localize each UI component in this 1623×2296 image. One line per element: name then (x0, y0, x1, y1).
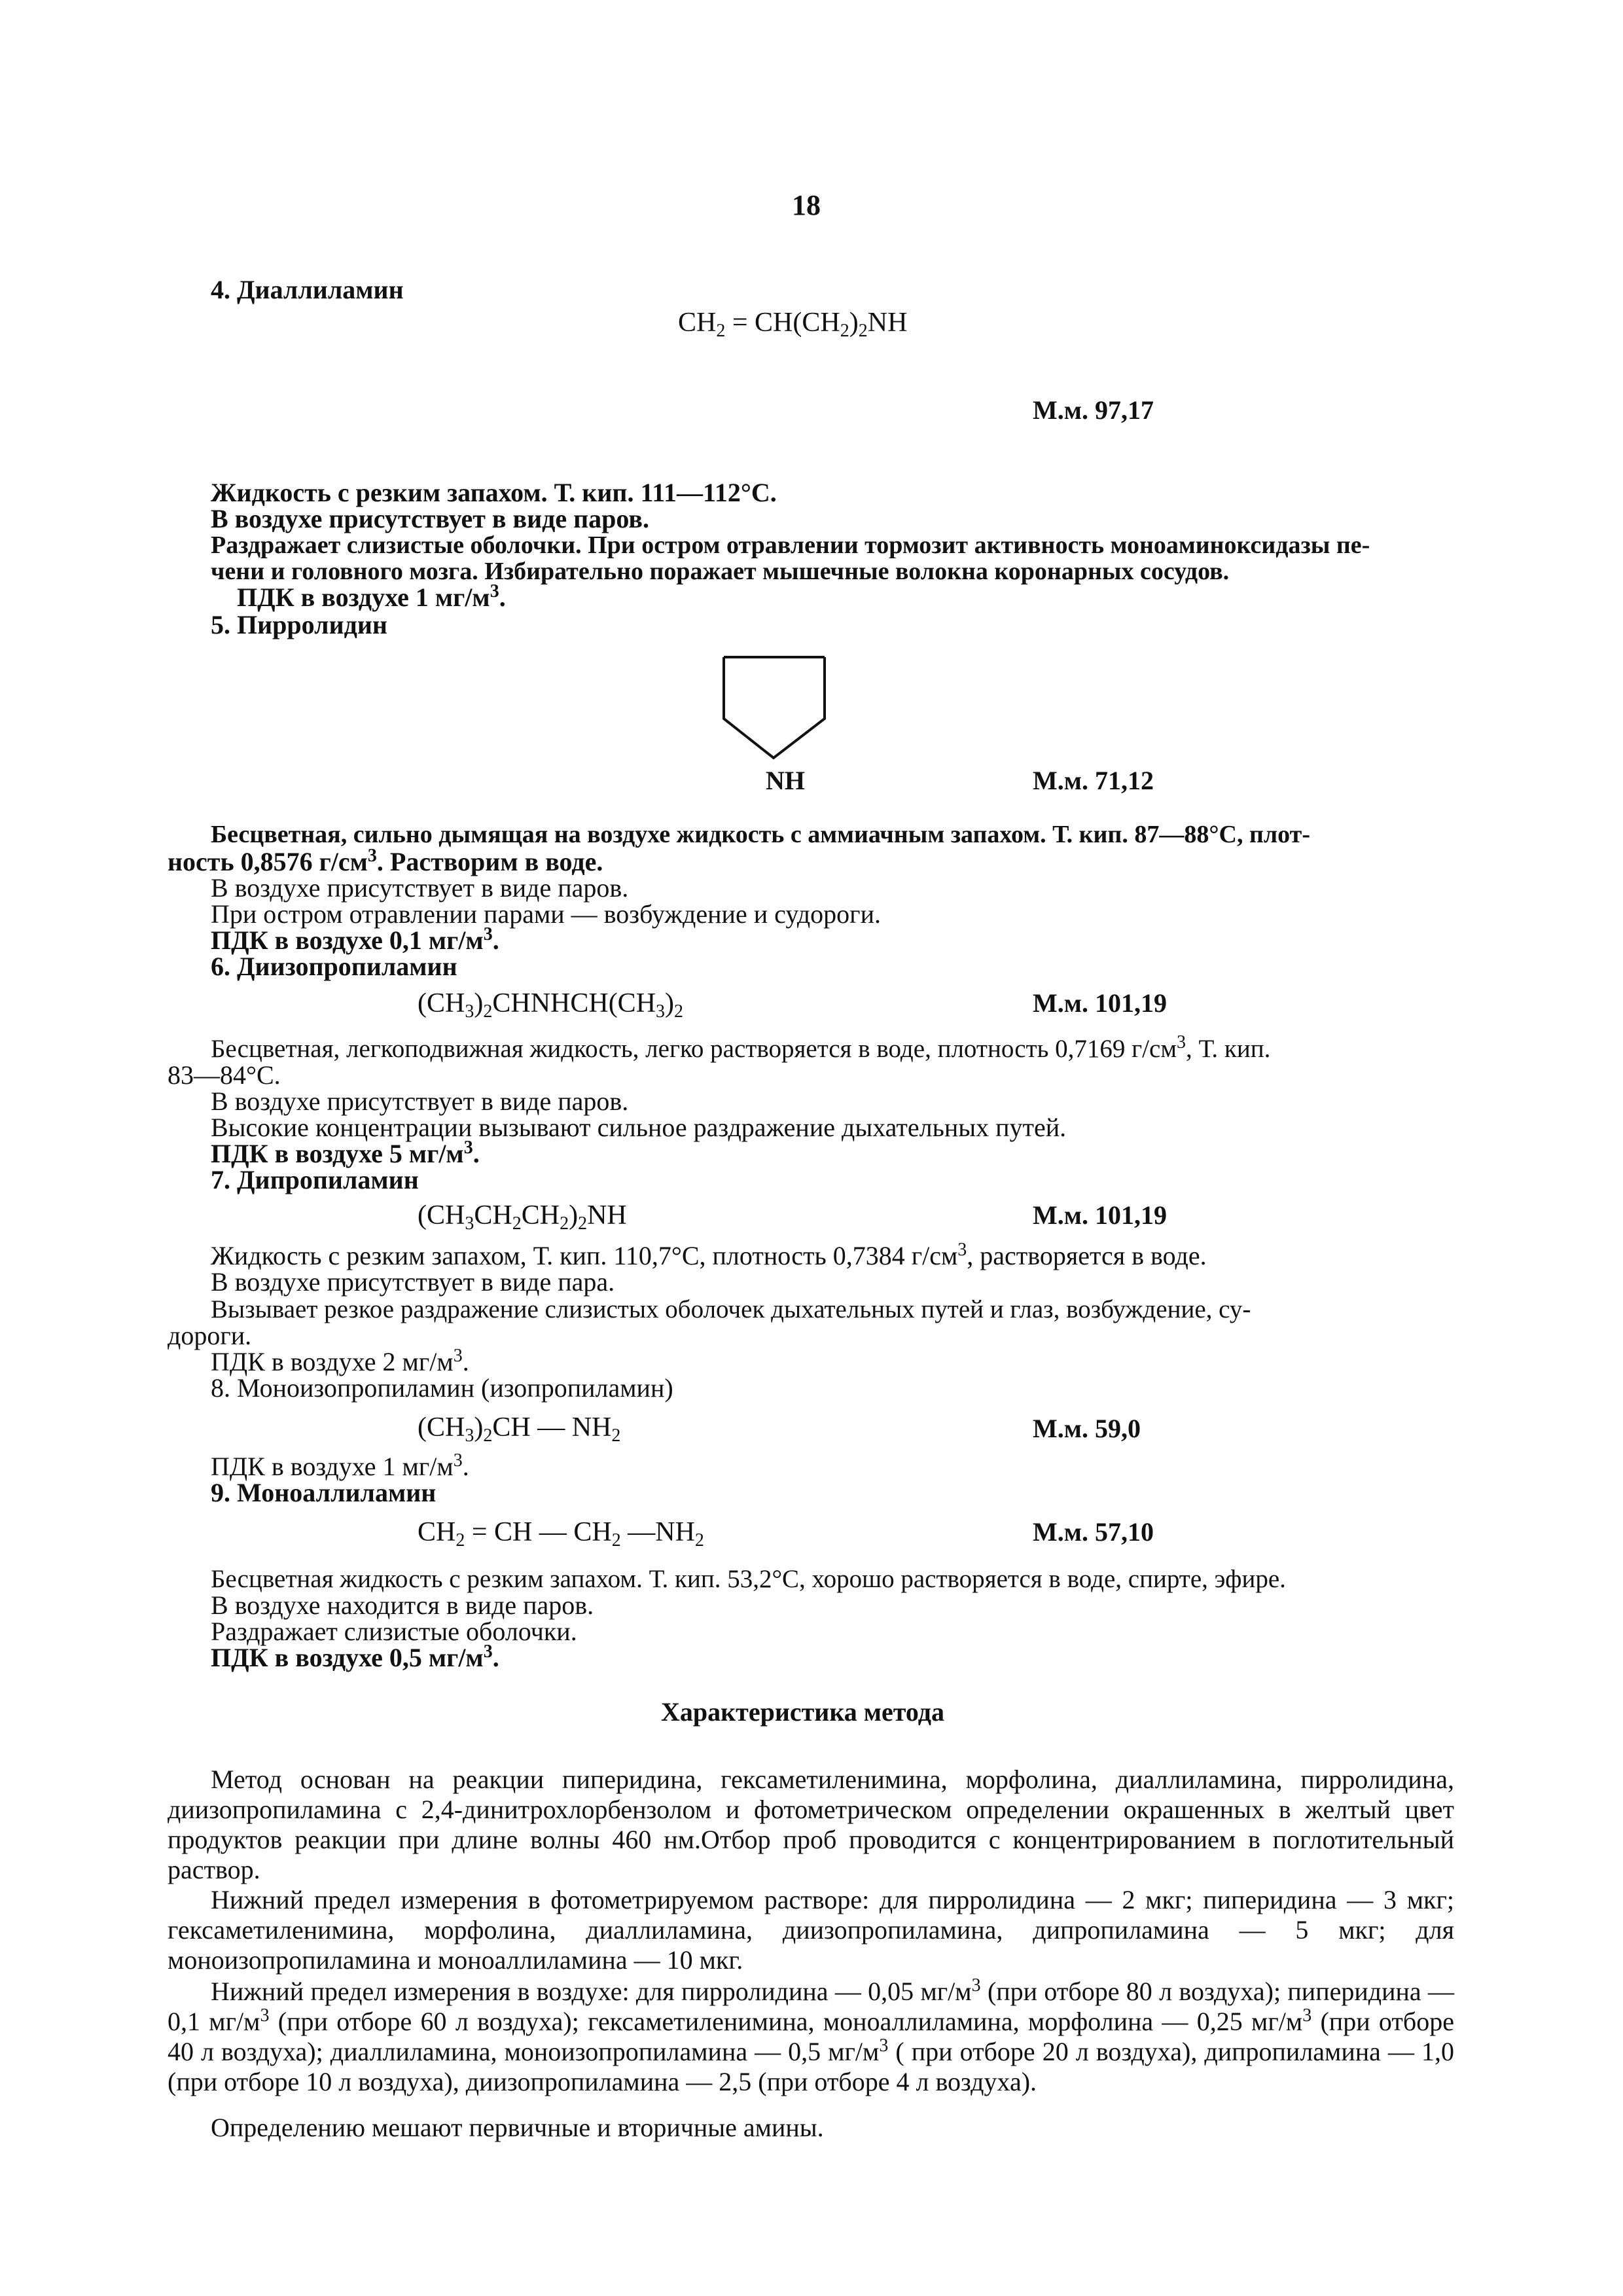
compound-7-formula: $(CH_3CH_2CH_2)_2NH$ (418, 1200, 627, 1234)
method-paragraph-4: Определению мешают первичные и вторичные амины. (211, 2113, 824, 2142)
compound-6-mm: М.м. 101,19 (1033, 988, 1167, 1018)
compound-5-line-3: В воздухе присутствует в виде паров. (211, 873, 629, 903)
compound-6-pdk: ПДК в воздухе 5 $мг/м^3$. (211, 1138, 480, 1168)
compound-6-line-4: Высокие концентрации вызывают сильное раздражение дыхательных путей. (211, 1113, 1067, 1142)
compound-5-mm: М.м. 71,12 (1033, 766, 1154, 795)
method-paragraph-3: Нижний предел измерения в воздухе: для пирролидина — 0,05 $мг/м^3$ (при отборе 80 л воздуха); пиперидина — 0,1 $мг/м^3$ (при отборе 60 л воздуха); гексаметиленимина, моноаллиламина, морфолина — 0,25 $мг/м^3$ (при отборе 40 л воздуха); диаллиламина, моноизопропиламина — 0,5 $мг/м^3$ ( при отборе 20 л воздуха), дипропиламина — 1,0 (при отборе 10 л воздуха), диизопропиламина — 2,5 (при отборе 4 л воздуха). (168, 1975, 1455, 2096)
compound-5-title: 5. Пирролидин (211, 610, 387, 639)
compound-4-title: 4. Диаллиламин (211, 275, 404, 304)
compound-6-title: 6. Диизопропиламин (211, 952, 457, 981)
compound-7-line-4: дороги. (168, 1321, 252, 1350)
compound-9-line-3: Раздражает слизистые оболочки. (211, 1617, 577, 1646)
compound-4-mm: М.м. 97,17 (1033, 395, 1154, 425)
compound-7-line-3: Вызывает резкое раздражение слизистых оболочек дыхательных путей и глаз, возбуждение, су- (211, 1295, 1251, 1323)
compound-6-line-1: Бесцветная, легкоподвижная жидкость, легко растворяется в воде, плотность 0,7169 $г/см^3$, Т. кип. (211, 1032, 1271, 1063)
page-number: 18 (792, 189, 821, 221)
compound-5-line-2: ность 0,8576 $г/см^3$. Растворим в воде. (168, 846, 603, 876)
compound-9-mm: М.м. 57,10 (1033, 1517, 1154, 1547)
method-paragraph-2: Нижний предел измерения в фотометрируемом растворе: для пирролидина — 2 мкг; пиперидина — 3 мкг; гексаметиленимина, морфолина, диаллиламина, диизопропиламина, дипропиламина — 5 мкг; для моноизопропиламина и моноаллиламина — 10 мкг. (168, 1885, 1454, 1975)
compound-4-line-2: В воздухе присутствует в виде паров. (211, 504, 649, 533)
compound-4-line-3: Раздражает слизистые оболочки. При остром отравлении тормозит активность моноаминоксидазы пе- (211, 531, 1370, 559)
compound-6-line-3: В воздухе присутствует в виде паров. (211, 1086, 629, 1116)
method-section-title: Характеристика метода (661, 1697, 944, 1727)
pyrrolidine-ring-diagram (722, 648, 827, 766)
compound-5-line-4: При остром отравлении парами — возбуждение и судороги. (211, 899, 881, 929)
compound-9-line-2: В воздухе находится в виде паров. (211, 1590, 594, 1620)
compound-5-line-1: Бесцветная, сильно дымящая на воздухе жидкость с аммиачным запахом. Т. кип. 87—88°С, плот- (211, 821, 1310, 848)
compound-6-line-2: 83—84°С. (168, 1060, 281, 1090)
compound-8-title: 8. Моноизопропиламин (изопропиламин) (211, 1373, 673, 1403)
compound-9-line-1: Бесцветная жидкость с резким запахом. Т. кип. 53,2°С, хорошо растворяется в воде, спирте, эфире. (211, 1565, 1286, 1593)
compound-4-formula: $CH_2 = CH(CH_2)_2NH$ (678, 308, 908, 341)
compound-8-formula: $(CH_3)_2CH$ — $NH_2$ (418, 1412, 621, 1446)
compound-5-pdk: ПДК в воздухе 0,1 $мг/м^3$. (211, 924, 499, 955)
compound-9-title: 9. Моноаллиламин (211, 1478, 437, 1507)
compound-8-pdk: ПДК в воздухе 1 $мг/м^3$. (211, 1450, 469, 1481)
compound-7-mm: М.м. 101,19 (1033, 1200, 1167, 1230)
method-paragraph-1: Метод основан на реакции пиперидина, гексаметиленимина, морфолина, диаллиламина, пирролидина, диизопропиламина с 2,4-динитрохлорбензолом и фотометрическом определении окрашенных в желтый цвет продуктов реакции при длине волны 460 нм.Отбор проб проводится с концентрированием в поглотительный раствор. (168, 1765, 1454, 1884)
compound-4-line-4: чени и головного мозга. Избирательно поражает мышечные волокна коронарных сосудов. (211, 558, 1230, 585)
compound-7-line-1: Жидкость с резким запахом, Т. кип. 110,7°С, плотность 0,7384 $г/см^3$, растворяется в воде. (211, 1240, 1207, 1270)
compound-4-pdk: ПДК в воздухе 1 $мг/м^3$. (237, 581, 506, 612)
compound-7-pdk: ПДК в воздухе 2 $мг/м^3$. (211, 1346, 469, 1376)
compound-7-title: 7. Дипропиламин (211, 1165, 419, 1194)
compound-9-formula: $CH_2$ = CH — $CH_2$ $—NH_2$ (418, 1517, 704, 1551)
compound-7-line-2: В воздухе присутствует в виде пара. (211, 1267, 615, 1297)
compound-6-formula: $(CH_3)_2CHNHCH(CH_3)_2$ (418, 988, 684, 1022)
compound-5-ring-label: NH (766, 766, 805, 795)
compound-9-pdk: ПДК в воздухе 0,5 $мг/м^3$. (211, 1641, 499, 1672)
compound-8-mm: М.м. 59,0 (1033, 1414, 1141, 1443)
compound-4-line-1: Жидкость с резким запахом. Т. кип. 111—112°С. (211, 478, 777, 507)
